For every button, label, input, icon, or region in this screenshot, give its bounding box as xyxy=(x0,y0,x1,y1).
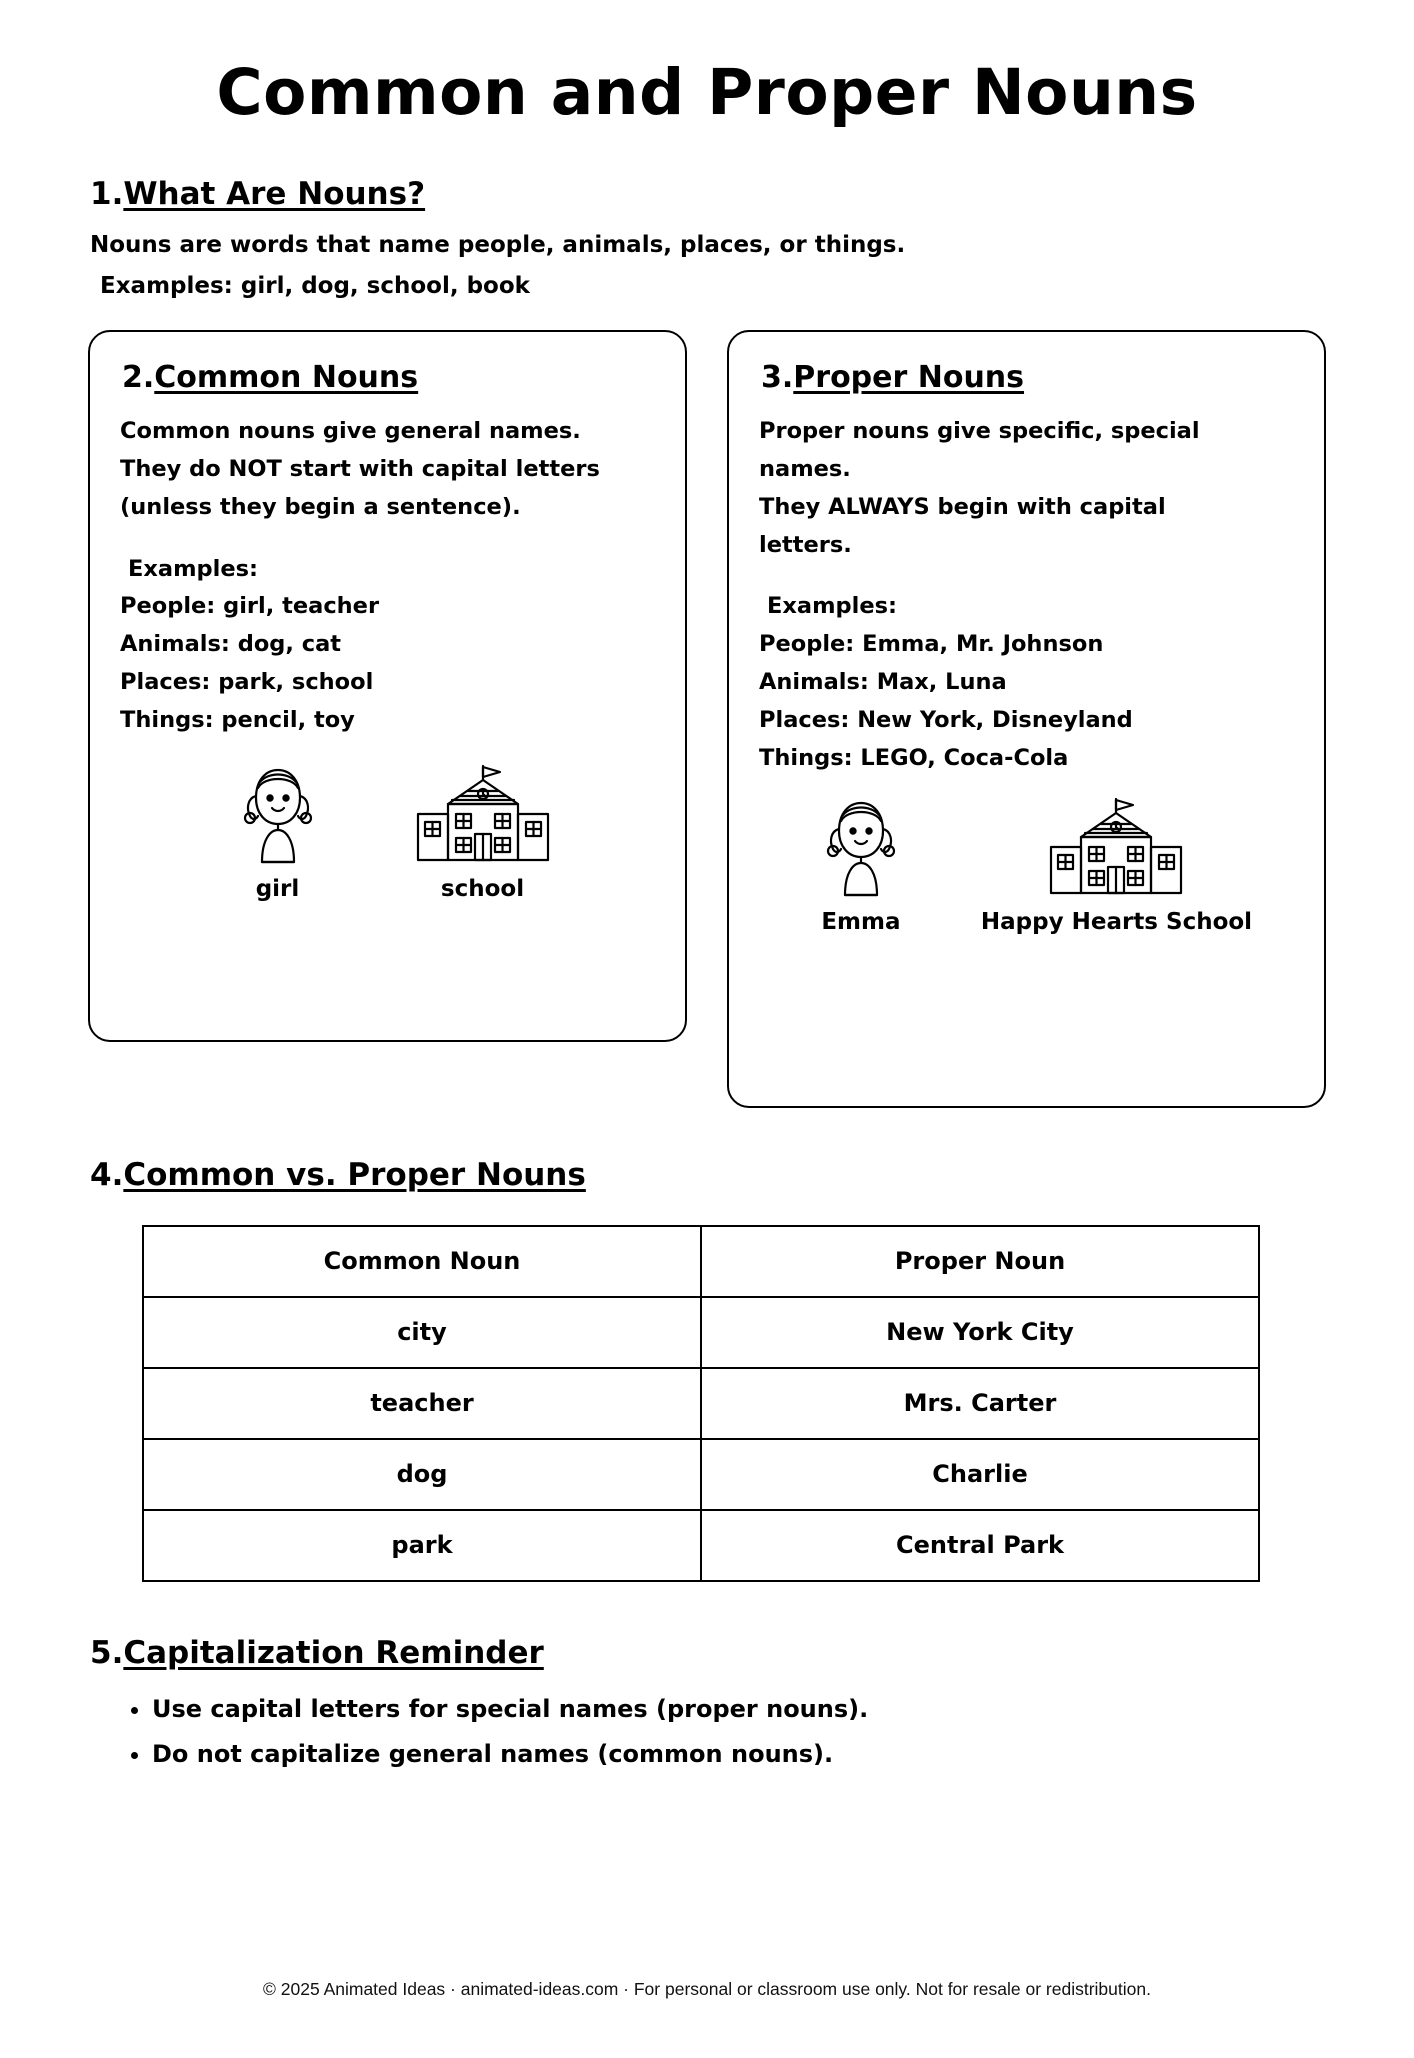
illustration-girl-caption: girl xyxy=(255,875,300,902)
table-cell-proper: New York City xyxy=(701,1297,1259,1368)
girl-icon xyxy=(801,791,921,901)
illustration-school-caption: school xyxy=(440,875,525,902)
section-5-number: 5. xyxy=(90,1634,124,1671)
common-noun-line-2: They do NOT start with capital letters xyxy=(120,455,600,482)
proper-examples-people: People: Emma, Mr. Johnson xyxy=(759,631,1104,658)
section-4-number: 4. xyxy=(90,1157,124,1194)
proper-examples-things: Things: LEGO, Coca-Cola xyxy=(759,744,1069,771)
table-row xyxy=(143,1297,1259,1368)
illustration-school xyxy=(408,758,558,902)
common-examples-animals: Animals: dog, cat xyxy=(120,631,342,658)
common-examples-label: Examples: xyxy=(128,555,258,582)
section-2-title: Common Nouns xyxy=(154,360,419,396)
proper-examples-label: Examples: xyxy=(767,593,897,620)
proper-examples-animals: Animals: Max, Luna xyxy=(759,668,1007,695)
illustration-girl xyxy=(218,758,338,902)
table-header-row xyxy=(143,1226,1259,1297)
page-title: Common and Proper Nouns xyxy=(216,56,1198,129)
section-what-are-nouns xyxy=(88,175,1326,302)
table-row xyxy=(143,1510,1259,1581)
common-noun-line-3: (unless they begin a sentence). xyxy=(120,493,521,520)
proper-noun-line-1: Proper nouns give specific, special xyxy=(759,418,1200,445)
table-row xyxy=(143,1368,1259,1439)
table-row xyxy=(143,1439,1259,1510)
common-illustrations xyxy=(120,758,655,902)
section-capitalization-reminder xyxy=(88,1634,1326,1773)
section-2-heading xyxy=(122,360,655,395)
proper-illustrations xyxy=(759,791,1294,935)
section-1-heading xyxy=(90,175,1326,214)
illustration-emma xyxy=(801,791,921,935)
footer-copyright: © 2025 Animated Ideas · animated-ideas.com · For personal or classroom use only. Not for resale or redistribution. xyxy=(263,1979,1151,1999)
table-cell-proper: Mrs. Carter xyxy=(701,1368,1259,1439)
spacer xyxy=(759,564,1294,588)
list-item: • Do not capitalize general names (common nouns). xyxy=(152,1736,1326,1773)
table-cell-common: dog xyxy=(143,1439,701,1510)
table-cell-common: park xyxy=(143,1510,701,1581)
common-examples-people: People: girl, teacher xyxy=(120,593,380,620)
proper-noun-line-3: They ALWAYS begin with capital xyxy=(759,493,1166,520)
common-examples-things: Things: pencil, toy xyxy=(120,706,355,733)
section-3-number: 3. xyxy=(761,360,794,396)
comparison-table xyxy=(142,1225,1260,1582)
section-5-title: Capitalization Reminder xyxy=(123,1634,544,1671)
school-icon xyxy=(1041,791,1191,901)
school-icon xyxy=(408,758,558,868)
illustration-emma-caption: Emma xyxy=(821,909,901,936)
noun-type-cards xyxy=(88,330,1326,1108)
section-3-heading xyxy=(761,360,1294,395)
section-1-number: 1. xyxy=(90,176,124,213)
illustration-happy-hearts-school xyxy=(981,791,1252,935)
section-1-examples: Examples: girl, dog, school, book xyxy=(100,273,530,300)
table-cell-proper: Charlie xyxy=(701,1439,1259,1510)
section-2-number: 2. xyxy=(122,360,155,396)
illustration-happy-hearts-school-caption: Happy Hearts School xyxy=(980,909,1253,936)
section-4-heading xyxy=(90,1156,1326,1195)
common-examples-places: Places: park, school xyxy=(120,668,374,695)
section-5-heading xyxy=(90,1634,1326,1673)
card-common-nouns xyxy=(88,330,687,1042)
section-1-title: What Are Nouns? xyxy=(123,176,426,213)
worksheet-page xyxy=(0,58,1414,2058)
girl-icon xyxy=(218,758,338,868)
section-3-title: Proper Nouns xyxy=(793,360,1025,396)
reminder-list xyxy=(90,1691,1326,1773)
table-cell-common: teacher xyxy=(143,1368,701,1439)
common-noun-line-1: Common nouns give general names. xyxy=(120,418,581,445)
spacer xyxy=(120,527,655,551)
proper-noun-line-2: names. xyxy=(759,455,851,482)
section-1-definition: Nouns are words that name people, animals, places, or things. xyxy=(90,232,906,259)
card-proper-nouns xyxy=(727,330,1326,1108)
proper-noun-line-4: letters. xyxy=(759,531,852,558)
list-item: • Use capital letters for special names (proper nouns). xyxy=(152,1691,1326,1728)
section-4-title: Common vs. Proper Nouns xyxy=(123,1157,586,1194)
table-header-proper: Proper Noun xyxy=(701,1226,1259,1297)
table-cell-proper: Central Park xyxy=(701,1510,1259,1581)
proper-examples-places: Places: New York, Disneyland xyxy=(759,706,1133,733)
table-header-common: Common Noun xyxy=(143,1226,701,1297)
table-cell-common: city xyxy=(143,1297,701,1368)
section-comparison xyxy=(88,1156,1326,1582)
